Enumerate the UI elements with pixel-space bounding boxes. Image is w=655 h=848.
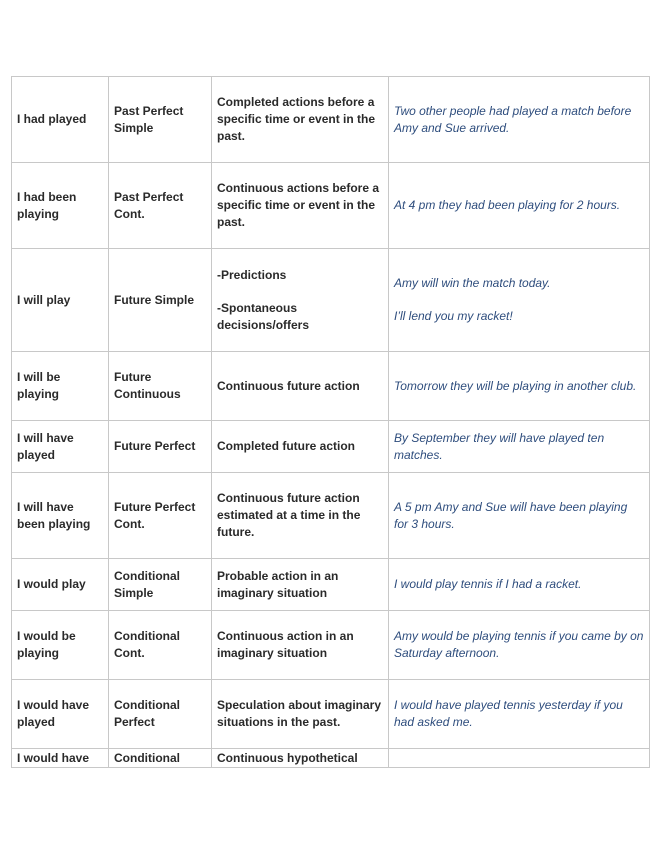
tense-usage-cell <box>212 352 389 421</box>
tense-example-cell <box>389 473 650 559</box>
tense-form-cell: I will play <box>12 249 109 352</box>
example-text: A 5 pm Amy and Sue will have been playing for 3 hours. <box>394 499 628 531</box>
tense-form-cell: I would play <box>12 559 109 611</box>
tense-name-cell: Conditional <box>109 749 212 768</box>
table-row <box>12 163 650 249</box>
table-row <box>12 680 650 749</box>
example-text: I would play tennis if I had a racket. <box>394 577 582 591</box>
usage-text: Continuous future action estimated at a time in the future. <box>217 491 361 539</box>
tense-usage-cell <box>212 611 389 680</box>
tense-form-cell: I would have played <box>12 680 109 749</box>
table-row <box>12 473 650 559</box>
example-text: Tomorrow they will be playing in another club. <box>394 378 637 393</box>
usage-text: Continuous future action <box>217 378 360 393</box>
example-text: Amy will win the match today. <box>394 276 551 290</box>
tense-usage-cell <box>212 559 389 611</box>
tense-example-cell <box>389 749 650 768</box>
example-text: Amy would be playing tennis if you came by on Saturday afternoon. <box>394 629 644 660</box>
table-row <box>12 749 650 768</box>
tense-form-cell: I will have been playing <box>12 473 109 559</box>
table-row <box>12 611 650 680</box>
usage-text: Continuous actions before a specific time or event in the past. <box>217 181 380 229</box>
example-text: Two other people had played a match before Amy and Sue arrived. <box>394 103 632 135</box>
tenses-table <box>11 76 650 768</box>
tense-example-cell <box>389 352 650 421</box>
usage-text: Continuous hypothetical <box>217 751 358 765</box>
tense-usage-cell <box>212 473 389 559</box>
tense-usage-cell <box>212 77 389 163</box>
tense-usage-cell <box>212 163 389 249</box>
tense-example-cell <box>389 249 650 352</box>
usage-text: Completed future action <box>217 439 356 453</box>
example-text: I would have played tennis yesterday if you had asked me. <box>394 698 623 729</box>
tense-name-cell: Future Perfect Cont. <box>109 473 212 559</box>
example-text: I’ll lend you my racket! <box>394 309 513 323</box>
tense-usage-cell <box>212 249 389 352</box>
tense-form-cell: I would have <box>12 749 109 768</box>
usage-text: Continuous action in an imaginary situation <box>217 629 354 660</box>
tense-form-cell: I would be playing <box>12 611 109 680</box>
tense-name-cell: Future Simple <box>109 249 212 352</box>
tense-example-cell <box>389 77 650 163</box>
tense-example-cell <box>389 680 650 749</box>
tense-name-cell: Conditional Perfect <box>109 680 212 749</box>
table-row <box>12 421 650 473</box>
usage-text: Completed actions before a specific time or event in the past. <box>217 95 376 143</box>
tense-example-cell <box>389 559 650 611</box>
tense-name-cell: Past Perfect Cont. <box>109 163 212 249</box>
usage-text: Probable action in an imaginary situation <box>217 568 339 600</box>
table-row <box>12 77 650 163</box>
example-text: At 4 pm they had been playing for 2 hours. <box>394 198 621 212</box>
tense-form-cell: I will be playing <box>12 352 109 421</box>
tense-example-cell <box>389 421 650 473</box>
tense-name-cell: Future Continuous <box>109 352 212 421</box>
tense-name-cell: Conditional Cont. <box>109 611 212 680</box>
tense-name-cell: Past Perfect Simple <box>109 77 212 163</box>
tense-usage-cell <box>212 749 389 768</box>
tense-form-cell: I had played <box>12 77 109 163</box>
tense-form-cell: I will have played <box>12 421 109 473</box>
table-row <box>12 249 650 352</box>
tense-name-cell: Conditional Simple <box>109 559 212 611</box>
usage-text: -Predictions <box>217 267 287 282</box>
usage-text: -Spontaneous decisions/offers <box>217 300 310 332</box>
table-row <box>12 352 650 421</box>
tense-example-cell <box>389 611 650 680</box>
tense-usage-cell <box>212 421 389 473</box>
tense-form-cell: I had been playing <box>12 163 109 249</box>
tense-name-cell: Future Perfect <box>109 421 212 473</box>
usage-text: Speculation about imaginary situations in the past. <box>217 698 382 729</box>
tense-usage-cell <box>212 680 389 749</box>
tenses-table-body <box>12 77 650 768</box>
table-row <box>12 559 650 611</box>
tense-example-cell <box>389 163 650 249</box>
example-text: By September they will have played ten matches. <box>394 430 605 462</box>
